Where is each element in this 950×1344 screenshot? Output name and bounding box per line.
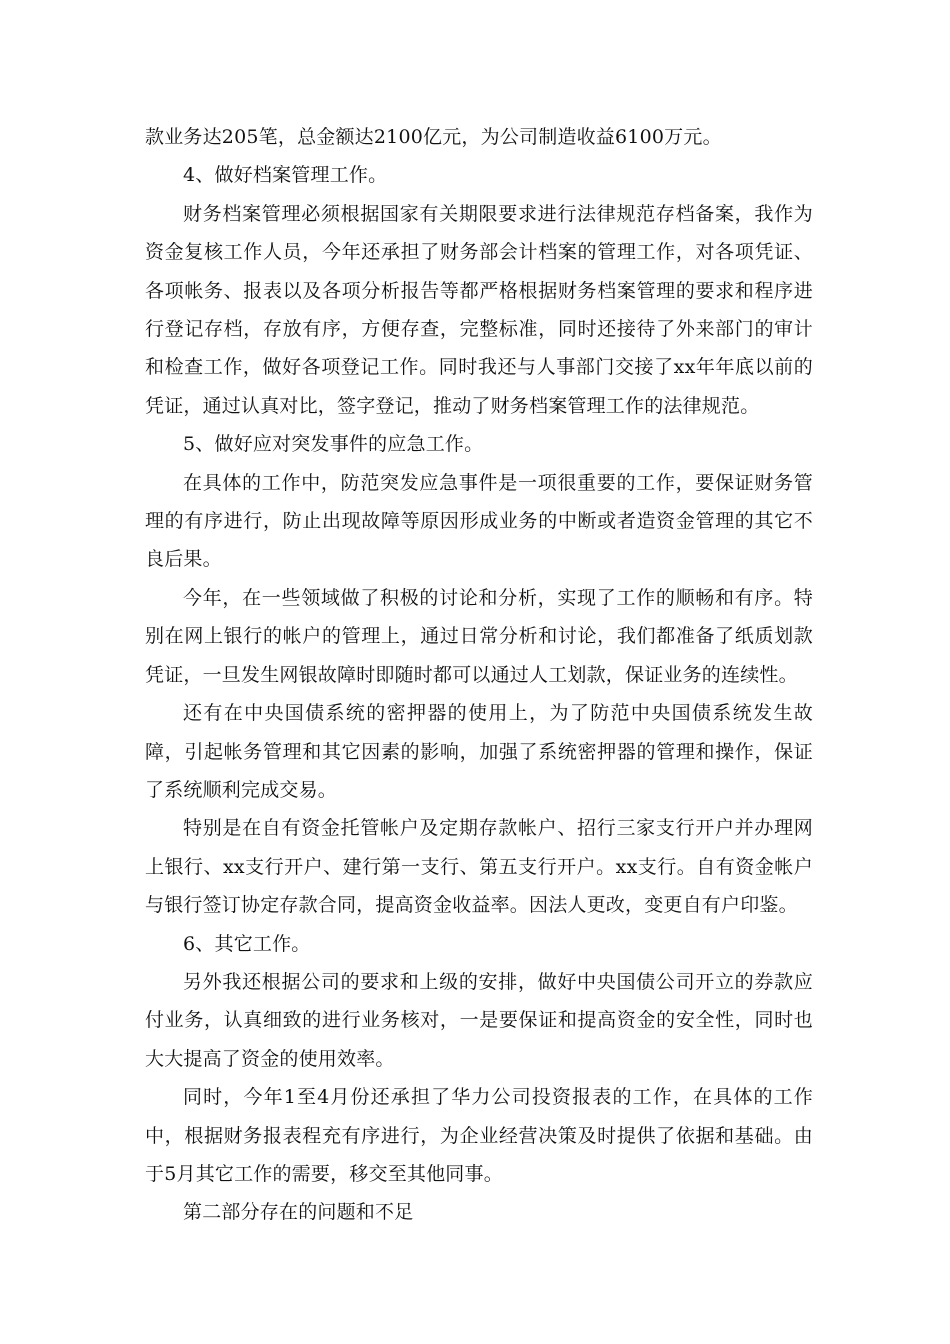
paragraph-reports: 同时，今年1至4月份还承担了华力公司投资报表的工作，在具体的工作中，根据财务报表程充有序进行，为企业经营决策及时提供了依据和基础。由于5月其它工作的需要，移交至其他同事。: [145, 1086, 813, 1185]
document-body: [145, 118, 813, 1232]
part-heading-problems: 第二部分存在的问题和不足: [183, 1201, 414, 1224]
section-heading-emergency: 5、做好应对突发事件的应急工作。: [183, 433, 484, 456]
paragraph-other-work: 另外我还根据公司的要求和上级的安排，做好中央国债公司开立的券款应付业务，认真细致的进行业务核对，一是要保证和提高资金的安全性，同时也大大提高了资金的使用效率。: [145, 970, 813, 1070]
paragraph-bond-system: 还有在中央国债系统的密押器的使用上，为了防范中央国债系统发生故障，引起帐务管理和其它因素的影响，加强了系统密押器的管理和操作，保证了系统顺利完成交易。: [145, 702, 813, 801]
paragraph-emergency: 在具体的工作中，防范突发应急事件是一项很重要的工作，要保证财务管理的有序进行，防止出现故障等原因形成业务的中断或者造资金管理的其它不良后果。: [145, 471, 813, 571]
paragraph-continuation: 款业务达205笔，总金额达2100亿元，为公司制造收益6100万元。: [145, 126, 722, 148]
section-heading-archive: 4、做好档案管理工作。: [183, 164, 388, 187]
paragraph-online-banking: 今年，在一些领域做了积极的讨论和分析，实现了工作的顺畅和有序。特别在网上银行的帐户的管理上，通过日常分析和讨论，我们都准备了纸质划款凭证，一旦发生网银故障时即随时都可以通过人工划款，保证业务的连续性。: [145, 586, 813, 686]
section-heading-other: 6、其它工作。: [183, 932, 311, 955]
paragraph-accounts: 特别是在自有资金托管帐户及定期存款帐户、招行三家支行开户并办理网上银行、xx支行开户、建行第一支行、第五支行开户。xx支行。自有资金帐户与银行签订协定存款合同，提高资金收益率。因法人更改，变更自有户印鉴。: [145, 817, 813, 917]
paragraph-archive: 财务档案管理必须根据国家有关期限要求进行法律规范存档备案，我作为资金复核工作人员，今年还承担了财务部会计档案的管理工作，对各项凭证、各项帐务、报表以及各项分析报告等都严格根据财务档案管理的要求和程序进行登记存档，存放有序，方便存查，完整标准，同时还接待了外来部门的审计和检查工作，做好各项登记工作。同时我还与人事部门交接了xx年年底以前的凭证，通过认真对比，签字登记，推动了财务档案管理工作的法律规范。: [145, 202, 813, 417]
